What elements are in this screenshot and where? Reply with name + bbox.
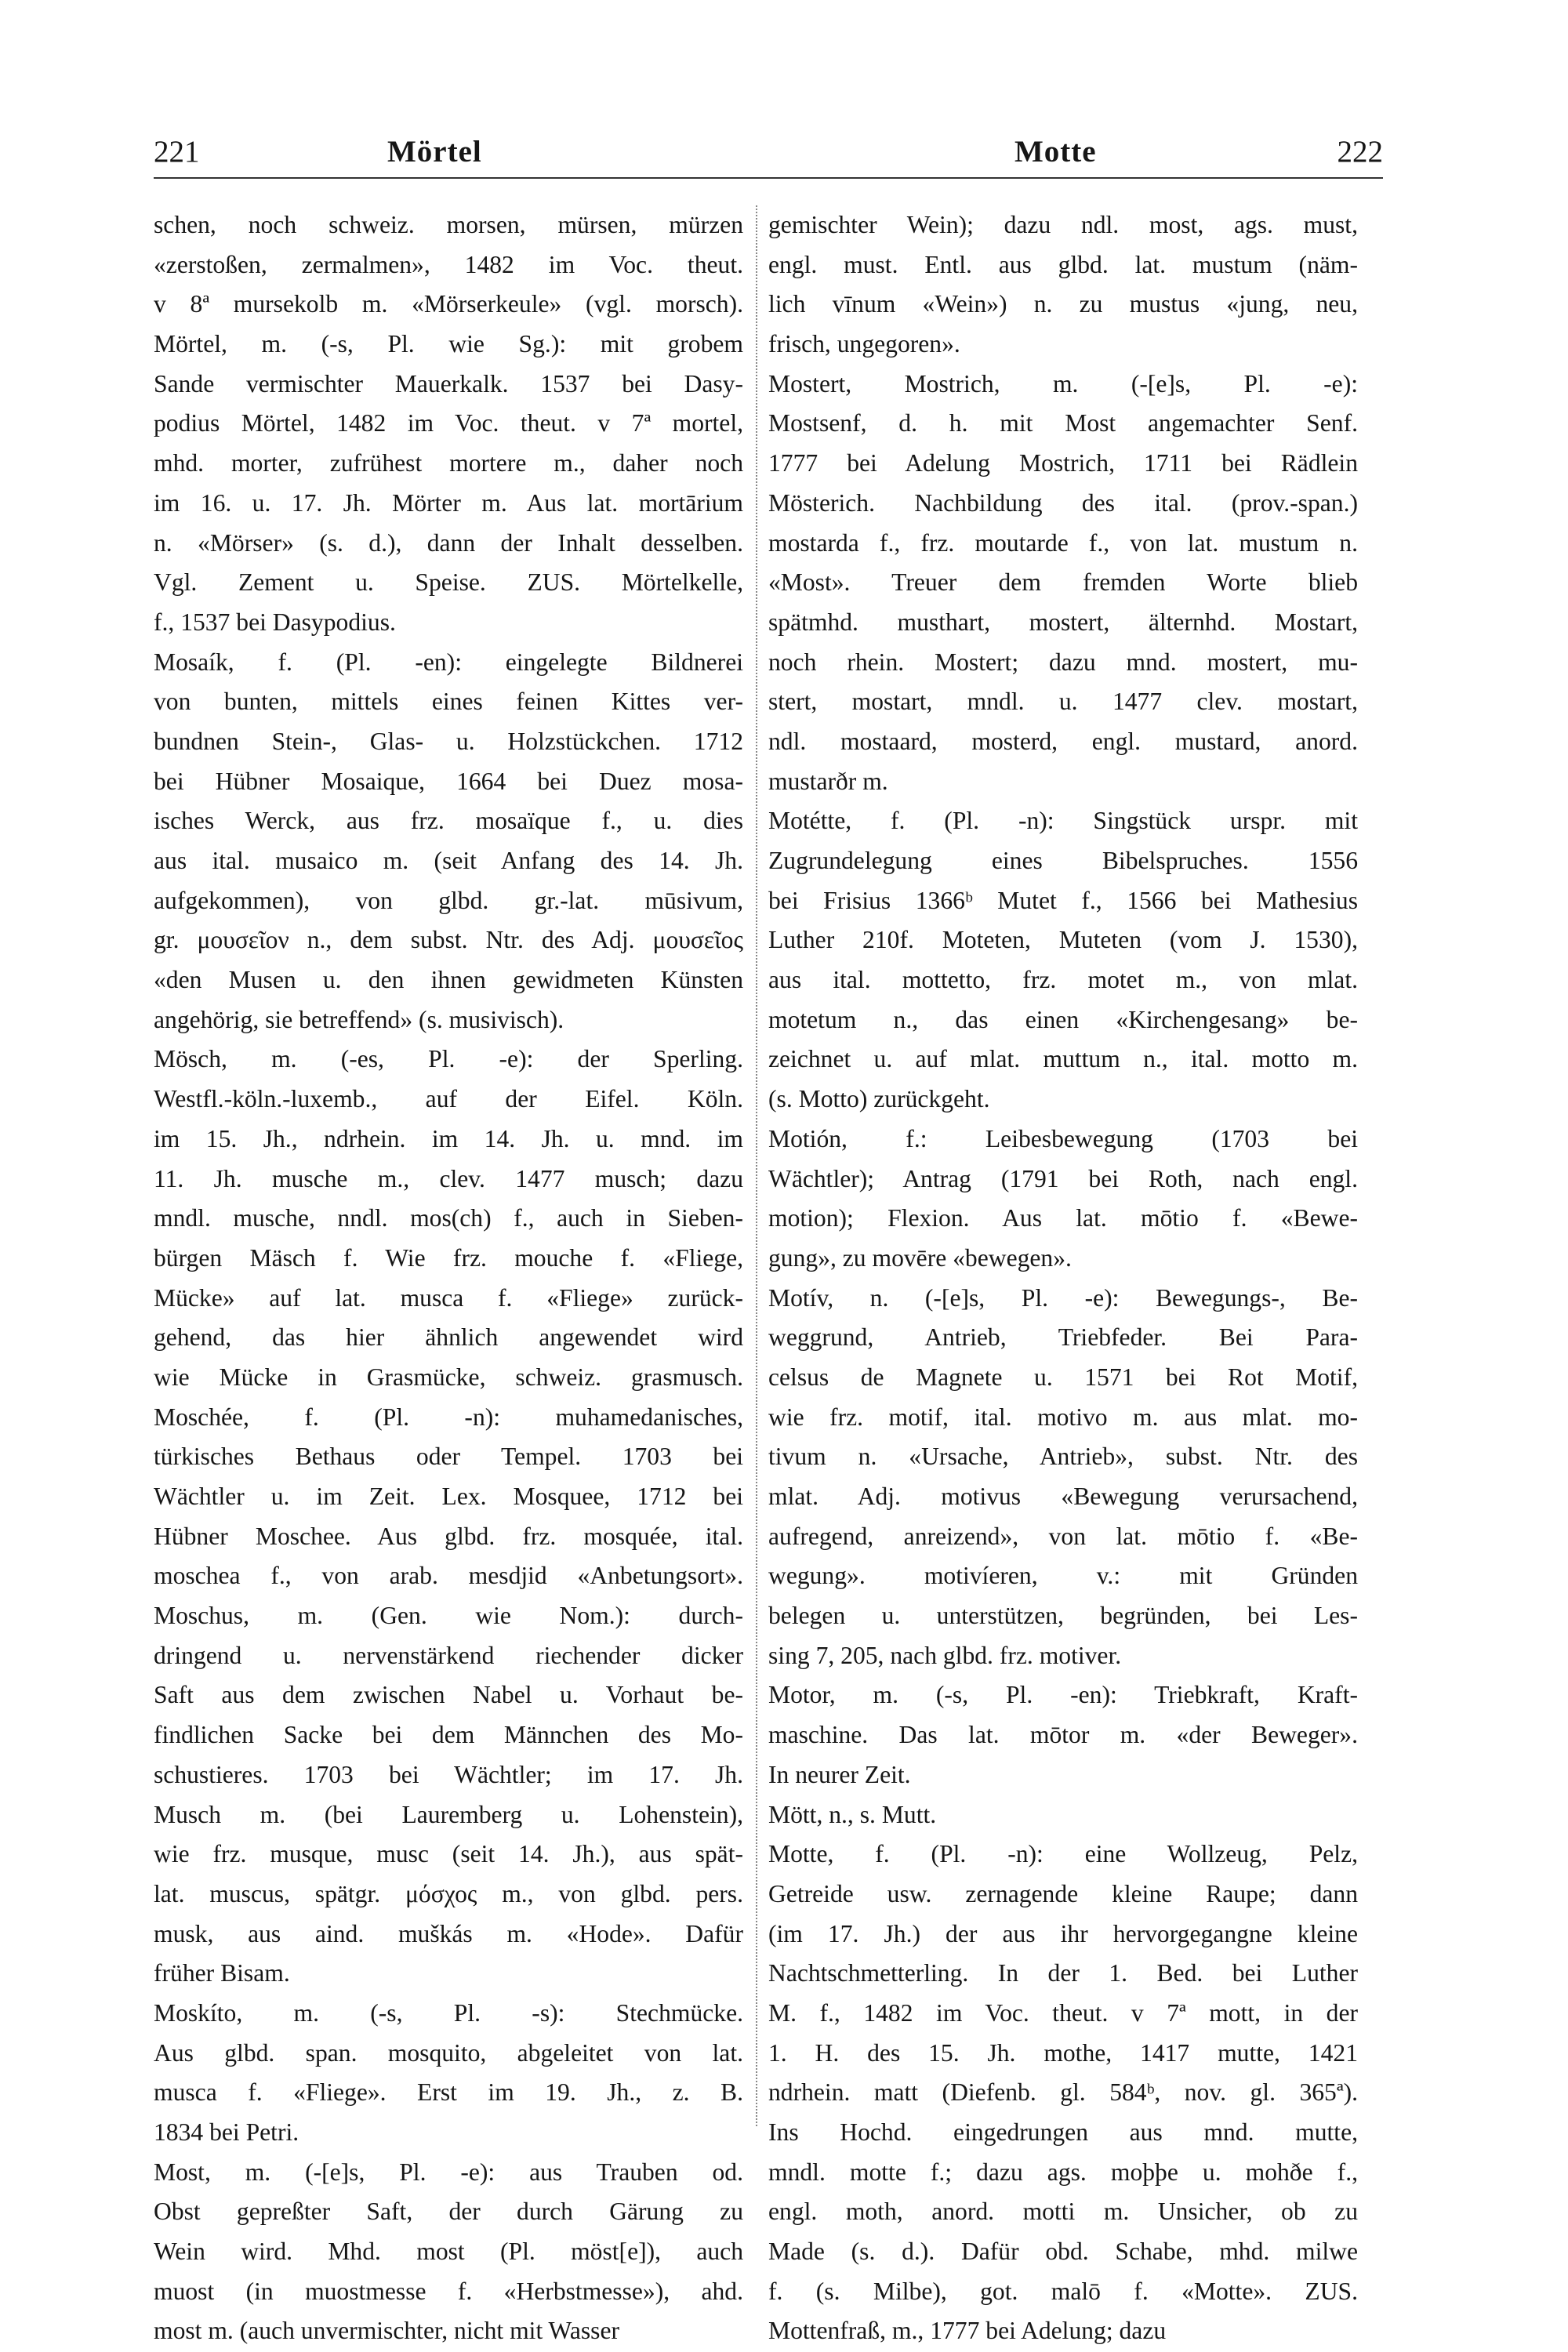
- text-line: bürgen Mäsch f. Wie frz. mouche f. «Fliege,: [154, 1243, 743, 1272]
- text-line: türkisches Bethaus oder Tempel. 1703 bei: [154, 1443, 743, 1471]
- text-line: mostarda f., frz. moutarde f., von lat. mustum n.: [768, 528, 1358, 557]
- text-line: celsus de Magnete u. 1571 bei Rot Motif,: [768, 1363, 1358, 1391]
- text-line: frisch, ungegoren».: [768, 330, 960, 358]
- text-line: mndl. musche, nndl. mos(ch) f., auch in Sieben-: [154, 1204, 743, 1232]
- text-line: Musch m. (bei Lauremberg u. Lohenstein),: [154, 1800, 743, 1828]
- text-line: v 8ª mursekolb m. «Mörserkeule» (vgl. morsch).: [154, 290, 743, 318]
- text-line: Aus glbd. span. mosquito, abgeleitet von lat.: [154, 2038, 743, 2067]
- text-line: Motor, m. (-s, Pl. -en): Triebkraft, Kraft-: [768, 1681, 1358, 1709]
- text-line: Wächtler u. im Zeit. Lex. Mosquee, 1712 bei: [154, 1483, 743, 1510]
- text-line: wie frz. motif, ital. motivo m. aus mlat. mo-: [768, 1403, 1358, 1431]
- text-line: (s. Motto) zurückgeht.: [768, 1085, 990, 1113]
- text-line: Ins Hochd. eingedrungen aus mnd. mutte,: [768, 2118, 1358, 2146]
- text-line: 1. H. des 15. Jh. mothe, 1417 mutte, 1421: [768, 2038, 1358, 2067]
- text-line: mlat. Adj. motivus «Bewegung verursachend,: [768, 1483, 1358, 1510]
- text-line: 1834 bei Petri.: [154, 2118, 299, 2146]
- text-line: motion); Flexion. Aus lat. mōtio f. «Bewe-: [768, 1204, 1358, 1232]
- header-keyword-right: Motte: [1014, 135, 1097, 169]
- text-line: Vgl. Zement u. Speise. ZUS. Mörtelkelle,: [154, 568, 743, 597]
- text-line: bei Frisius 1366ᵇ Mutet f., 1566 bei Mathesius: [768, 886, 1358, 914]
- text-line: Mücke» auf lat. musca f. «Fliege» zurück-: [154, 1283, 743, 1312]
- text-line: stert, mostart, mndl. u. 1477 clev. mostart,: [768, 688, 1358, 716]
- text-line: «Most». Treuer dem fremden Worte blieb: [768, 568, 1358, 597]
- text-line: Moschée, f. (Pl. -n): muhamedanisches,: [154, 1403, 743, 1431]
- running-header: [154, 132, 1383, 179]
- text-line: moschea f., von arab. mesdjid «Anbetungsort».: [154, 1562, 743, 1590]
- text-line: Made (s. d.). Dafür obd. Schabe, mhd. milwe: [768, 2238, 1358, 2266]
- text-line: motetum n., das einen «Kirchengesang» be-: [768, 1005, 1358, 1033]
- text-line: Motív, n. (-[e]s, Pl. -e): Bewegungs-, Be-: [768, 1283, 1358, 1312]
- text-line: noch rhein. Mostert; dazu mnd. mostert, mu-: [768, 648, 1358, 676]
- text-line: Motétte, f. (Pl. -n): Singstück urspr. mit: [768, 807, 1358, 835]
- text-line: Luther 210f. Moteten, Muteten (vom J. 1530),: [768, 926, 1358, 954]
- text-line: maschine. Das lat. mōtor m. «der Beweger».: [768, 1721, 1358, 1749]
- text-line: tivum n. «Ursache, Antrieb», subst. Ntr. des: [768, 1443, 1358, 1471]
- text-line: Mösterich. Nachbildung des ital. (prov.-span.): [768, 488, 1358, 517]
- text-line: isches Werck, aus frz. mosaïque f., u. dies: [154, 807, 743, 835]
- text-line: gr. μουσεῖον n., dem subst. Ntr. des Adj. μουσεῖος: [154, 926, 743, 954]
- text-line: schustieres. 1703 bei Wächtler; im 17. Jh.: [154, 1760, 743, 1788]
- header-keyword-left: Mörtel: [387, 135, 482, 169]
- text-line: f. (s. Milbe), got. malō f. «Motte». ZUS.: [768, 2277, 1358, 2305]
- text-line: Nachtschmetterling. In der 1. Bed. bei Luther: [768, 1959, 1358, 1987]
- text-line: Mösch, m. (-es, Pl. -e): der Sperling.: [154, 1045, 743, 1073]
- text-line: weggrund, Antrieb, Triebfeder. Bei Para-: [768, 1323, 1358, 1352]
- text-line: dringend u. nervenstärkend riechender dicker: [154, 1641, 743, 1669]
- text-line: lich vīnum «Wein») n. zu mustus «jung, neu,: [768, 290, 1358, 318]
- text-line: gung», zu movēre «bewegen».: [768, 1243, 1072, 1272]
- text-line: Saft aus dem zwischen Nabel u. Vorhaut be-: [154, 1681, 743, 1709]
- text-line: f., 1537 bei Dasypodius.: [154, 608, 396, 636]
- text-line: Hübner Moschee. Aus glbd. frz. mosquée, ital.: [154, 1522, 743, 1550]
- text-line: Getreide usw. zernagende kleine Raupe; dann: [768, 1879, 1358, 1907]
- text-line: «zerstoßen, zermalmen», 1482 im Voc. theut.: [154, 250, 743, 278]
- text-line: lat. muscus, spätgr. μόσχος m., von glbd. pers.: [154, 1879, 743, 1907]
- text-line: Mottenfraß, m., 1777 bei Adelung; dazu: [768, 2317, 1167, 2345]
- text-line: Mörtel, m. (-s, Pl. wie Sg.): mit grobem: [154, 330, 743, 358]
- text-line: aus ital. musaico m. (seit Anfang des 14. Jh.: [154, 847, 743, 874]
- text-line: Motión, f.: Leibesbewegung (1703 bei: [768, 1124, 1358, 1152]
- text-line: wegung». motivíeren, v.: mit Gründen: [768, 1562, 1358, 1590]
- text-line: gemischter Wein); dazu ndl. most, ags. must,: [768, 211, 1358, 238]
- text-line: im 16. u. 17. Jh. Mörter m. Aus lat. mortārium: [154, 488, 743, 517]
- left-column: [154, 205, 743, 2351]
- text-line: findlichen Sacke bei dem Männchen des Mo-: [154, 1721, 743, 1749]
- text-line: Most, m. (-[e]s, Pl. -e): aus Trauben od.: [154, 2158, 743, 2186]
- text-line: bundnen Stein-, Glas- u. Holzstückchen. 1712: [154, 727, 743, 755]
- text-line: engl. must. Entl. aus glbd. lat. mustum (näm-: [768, 250, 1358, 278]
- text-line: engl. moth, anord. motti m. Unsicher, ob zu: [768, 2198, 1358, 2226]
- text-line: spätmhd. musthart, mostert, älternhd. Mostart,: [768, 608, 1358, 636]
- text-line: wie Mücke in Grasmücke, schweiz. grasmusch.: [154, 1363, 743, 1391]
- text-line: wie frz. musque, musc (seit 14. Jh.), aus spät-: [154, 1840, 743, 1868]
- text-line: musca f. «Fliege». Erst im 19. Jh., z. B.: [154, 2078, 743, 2107]
- text-line: muost (in muostmesse f. «Herbstmesse»), ahd.: [154, 2277, 743, 2305]
- text-line: mhd. morter, zufrühest mortere m., daher noch: [154, 449, 743, 477]
- text-line: aufregend, anreizend», von lat. mōtio f. «Be-: [768, 1522, 1358, 1550]
- text-line: im 15. Jh., ndrhein. im 14. Jh. u. mnd. im: [154, 1124, 743, 1152]
- text-line: Obst gepreßter Saft, der durch Gärung zu: [154, 2198, 743, 2226]
- column-divider: [756, 205, 757, 2126]
- text-line: von bunten, mittels eines feinen Kittes ver-: [154, 688, 743, 716]
- text-line: Wein wird. Mhd. most (Pl. möst[e]), auch: [154, 2238, 743, 2266]
- text-line: aus ital. mottetto, frz. motet m., von mlat.: [768, 966, 1358, 994]
- text-line: most m. (auch unvermischter, nicht mit Wasser: [154, 2317, 620, 2345]
- text-line: Moschus, m. (Gen. wie Nom.): durch-: [154, 1602, 743, 1630]
- text-line: In neurer Zeit.: [768, 1760, 911, 1788]
- header-rule: [154, 177, 1383, 179]
- text-line: 1777 bei Adelung Mostrich, 1711 bei Rädlein: [768, 449, 1358, 477]
- text-line: bei Hübner Mosaique, 1664 bei Duez mosa-: [154, 767, 743, 795]
- text-line: (im 17. Jh.) der aus ihr hervorgegangne kleine: [768, 1919, 1358, 1947]
- text-line: belegen u. unterstützen, begründen, bei Les-: [768, 1602, 1358, 1630]
- text-line: Wächtler); Antrag (1791 bei Roth, nach engl.: [768, 1164, 1358, 1192]
- text-line: podius Mörtel, 1482 im Voc. theut. v 7ª mortel,: [154, 409, 743, 437]
- text-line: angehörig, sie betreffend» (s. musivisch).: [154, 1005, 564, 1033]
- text-line: Westfl.-köln.-luxemb., auf der Eifel. Köln.: [154, 1085, 743, 1113]
- text-line: Mött, n., s. Mutt.: [768, 1800, 937, 1828]
- page-number-left: 221: [154, 135, 200, 169]
- text-line: Mostert, Mostrich, m. (-[e]s, Pl. -e):: [768, 369, 1358, 397]
- text-line: mustarðr m.: [768, 767, 888, 795]
- text-line: aufgekommen), von glbd. gr.-lat. mūsivum,: [154, 886, 743, 914]
- text-line: «den Musen u. den ihnen gewidmeten Künsten: [154, 966, 743, 994]
- text-line: schen, noch schweiz. morsen, mürsen, mürzen: [154, 211, 743, 238]
- text-line: musk, aus aind. muškás m. «Hode». Dafür: [154, 1919, 743, 1947]
- text-line: n. «Mörser» (s. d.), dann der Inhalt desselben.: [154, 528, 743, 557]
- text-line: Sande vermischter Mauerkalk. 1537 bei Dasy-: [154, 369, 743, 397]
- text-line: 11. Jh. musche m., clev. 1477 musch; dazu: [154, 1164, 743, 1192]
- text-line: mndl. motte f.; dazu ags. moþþe u. mohðe f.,: [768, 2158, 1358, 2186]
- text-line: M. f., 1482 im Voc. theut. v 7ª mott, in der: [768, 1998, 1358, 2027]
- text-line: Motte, f. (Pl. -n): eine Wollzeug, Pelz,: [768, 1840, 1358, 1868]
- text-line: zeichnet u. auf mlat. muttum n., ital. motto m.: [768, 1045, 1358, 1073]
- right-column: [768, 205, 1358, 2351]
- text-line: Mostsenf, d. h. mit Most angemachter Senf.: [768, 409, 1358, 437]
- text-line: ndrhein. matt (Diefenb. gl. 584ᵇ, nov. gl. 365ª).: [768, 2078, 1358, 2107]
- text-line: gehend, das hier ähnlich angewendet wird: [154, 1323, 743, 1352]
- page-number-right: 222: [1337, 135, 1383, 169]
- text-line: Zugrundelegung eines Bibelspruches. 1556: [768, 847, 1358, 874]
- text-line: Moskíto, m. (-s, Pl. -s): Stechmücke.: [154, 1998, 743, 2027]
- text-line: früher Bisam.: [154, 1959, 290, 1987]
- text-line: ndl. mostaard, mosterd, engl. mustard, anord.: [768, 727, 1358, 755]
- text-line: Mosaík, f. (Pl. -en): eingelegte Bildnerei: [154, 648, 743, 676]
- text-line: sing 7, 205, nach glbd. frz. motiver.: [768, 1641, 1122, 1669]
